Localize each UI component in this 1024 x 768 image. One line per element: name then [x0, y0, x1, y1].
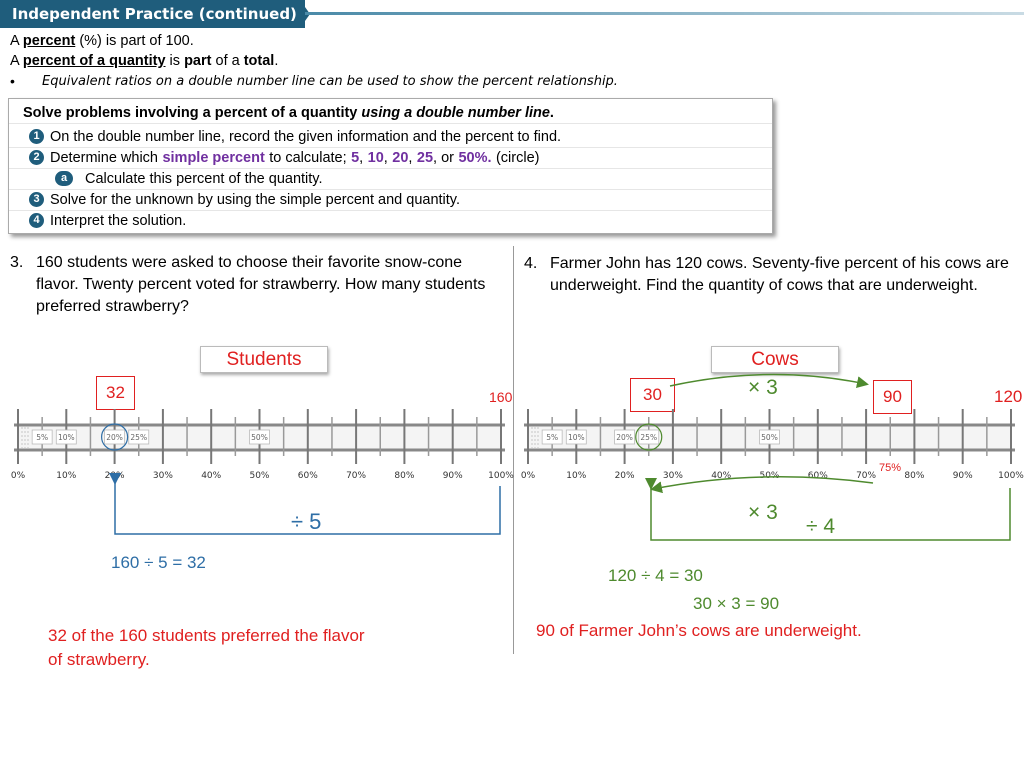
step-2-p10: 10: [367, 149, 384, 166]
step-2-or: , or: [433, 149, 454, 166]
nl3-label-70: 70%: [346, 471, 367, 481]
nl3-strip-label-20: 20%: [106, 433, 123, 442]
step-3-text: Solve for the unknown by using the simple percent and quantity.: [50, 191, 461, 208]
nl4-strip-label-25: 25%: [640, 433, 658, 442]
definition-bullet-text: Equivalent ratios on a double number line can be used to show the percent relationship.: [42, 74, 618, 89]
nl4-label-60: 60%: [807, 471, 828, 481]
divide-4: ÷ 4: [806, 515, 836, 538]
nl3-label-100: 100%: [488, 471, 514, 481]
def2-total: total: [243, 53, 275, 69]
nl4-strip-label-5: 5%: [546, 433, 559, 442]
cows-label: Cows: [711, 346, 839, 373]
nl3-label-90: 90%: [442, 471, 463, 481]
nl4-strip-label-50: 50%: [761, 433, 778, 442]
number-line-problem-3: [11, 409, 514, 481]
nl3-label-50: 50%: [249, 471, 270, 481]
def1-term: percent: [22, 33, 76, 49]
answer-problem-4: 90 of Farmer John’s cows are underweight.: [536, 621, 862, 640]
nl4-label-10: 10%: [566, 471, 587, 481]
step-1-text: On the double number line, record the given information and the percent to find.: [50, 128, 562, 145]
step-2a-badge: a: [55, 171, 73, 186]
divide-5-label: ÷ 5: [291, 509, 322, 534]
def2-part: part: [184, 53, 212, 69]
nl4-label-50: 50%: [759, 471, 780, 481]
value-box-30: 30: [630, 378, 675, 412]
nl3-label-30: 30%: [152, 471, 173, 481]
step-2-p25: 25: [416, 149, 434, 166]
step-2-pre: Determine which: [50, 149, 158, 166]
nl3-label-20: 20%: [104, 471, 125, 481]
def2-is: is: [169, 53, 181, 69]
def2-term: percent of a quantity: [22, 53, 166, 69]
nl4-label-80: 80%: [904, 471, 925, 481]
nl4-label-40: 40%: [711, 471, 732, 481]
students-label: Students: [200, 346, 328, 373]
def2-of-a: of a: [215, 53, 240, 69]
nl4-label-90: 90%: [952, 471, 973, 481]
step-2-post: (circle): [495, 149, 540, 166]
nl3-label-0: 0%: [10, 471, 26, 481]
step-2-p50: 50%.: [458, 149, 492, 166]
def1-a: A: [10, 33, 19, 49]
steps-title-end: .: [549, 105, 554, 121]
equation-30-times-3: 30 × 3 = 90: [693, 594, 780, 613]
step-3-badge: 3: [29, 192, 44, 207]
times-3-bottom: × 3: [748, 501, 778, 524]
step-1-badge: 1: [29, 129, 44, 144]
times-arrow-top: [670, 374, 866, 386]
bullet: •: [10, 73, 15, 89]
problem-4-number: 4.: [524, 255, 538, 272]
value-box-32: 32: [96, 376, 135, 410]
nl4-label-20: 20%: [614, 471, 635, 481]
divide-bracket-4: [651, 487, 1010, 540]
nl3-strip-label-10: 10%: [57, 433, 75, 442]
nl3-strip-label-5: 5%: [36, 433, 49, 442]
total-120: 120: [994, 387, 1023, 406]
equation-160-div-5: 160 ÷ 5 = 32: [111, 553, 206, 572]
label-75-percent: 75%: [879, 462, 902, 474]
step-4-badge: 4: [29, 213, 44, 228]
step-2-c1: ,: [359, 149, 364, 166]
equation-120-div-4: 120 ÷ 4 = 30: [608, 566, 703, 585]
nl4-label-100: 100%: [998, 471, 1024, 481]
step-4-text: Interpret the solution.: [50, 212, 187, 229]
step-2-mid: to calculate;: [269, 149, 347, 166]
problem-4-text: Farmer John has 120 cows. Seventy-five percent of his cows are underweight. Find the quantity of cows that are underweight.: [550, 255, 1009, 294]
steps-title-plain: Solve problems involving a percent of a quantity: [23, 105, 358, 121]
nl3-label-10: 10%: [56, 471, 77, 481]
nl4-label-0: 0%: [520, 471, 536, 481]
nl3-strip-label-25: 25%: [130, 433, 148, 442]
step-2-p20: 20: [392, 149, 409, 166]
nl4-strip-label-10: 10%: [567, 433, 585, 442]
answer-problem-3: 32 of the 160 students preferred the flavor of strawberry.: [48, 626, 365, 669]
nl3-strip-label-50: 50%: [251, 433, 268, 442]
nl4-strip-label-20: 20%: [616, 433, 633, 442]
nl4-label-30: 30%: [662, 471, 683, 481]
def1-rest: (%) is part of 100.: [79, 33, 194, 49]
number-line-problem-4: [521, 409, 1024, 481]
step-2a-text: Calculate this percent of the quantity.: [85, 170, 323, 187]
page-title: Independent Practice (continued): [12, 5, 297, 23]
def2-dot: .: [274, 53, 279, 69]
steps-title-italic: using a double number line: [361, 105, 550, 121]
def2-a: A: [10, 53, 19, 69]
step-2-p5: 5: [351, 149, 360, 166]
step-2-c3: ,: [408, 149, 413, 166]
nl3-label-40: 40%: [201, 471, 222, 481]
nl3-label-80: 80%: [394, 471, 415, 481]
nl4-label-70: 70%: [856, 471, 877, 481]
problem-3-text: 160 students were asked to choose their favorite snow-cone flavor. Twenty percent voted for strawberry. How many students preferred strawberry?: [36, 254, 486, 315]
step-2-badge: 2: [29, 150, 44, 165]
total-160: 160: [489, 389, 513, 405]
times-3-top: × 3: [748, 376, 778, 399]
step-2-c2: ,: [383, 149, 388, 166]
nl3-label-60: 60%: [297, 471, 318, 481]
problem-3-number: 3.: [10, 254, 24, 271]
value-box-90: 90: [873, 380, 912, 414]
step-2-highlight: simple percent: [162, 149, 265, 166]
